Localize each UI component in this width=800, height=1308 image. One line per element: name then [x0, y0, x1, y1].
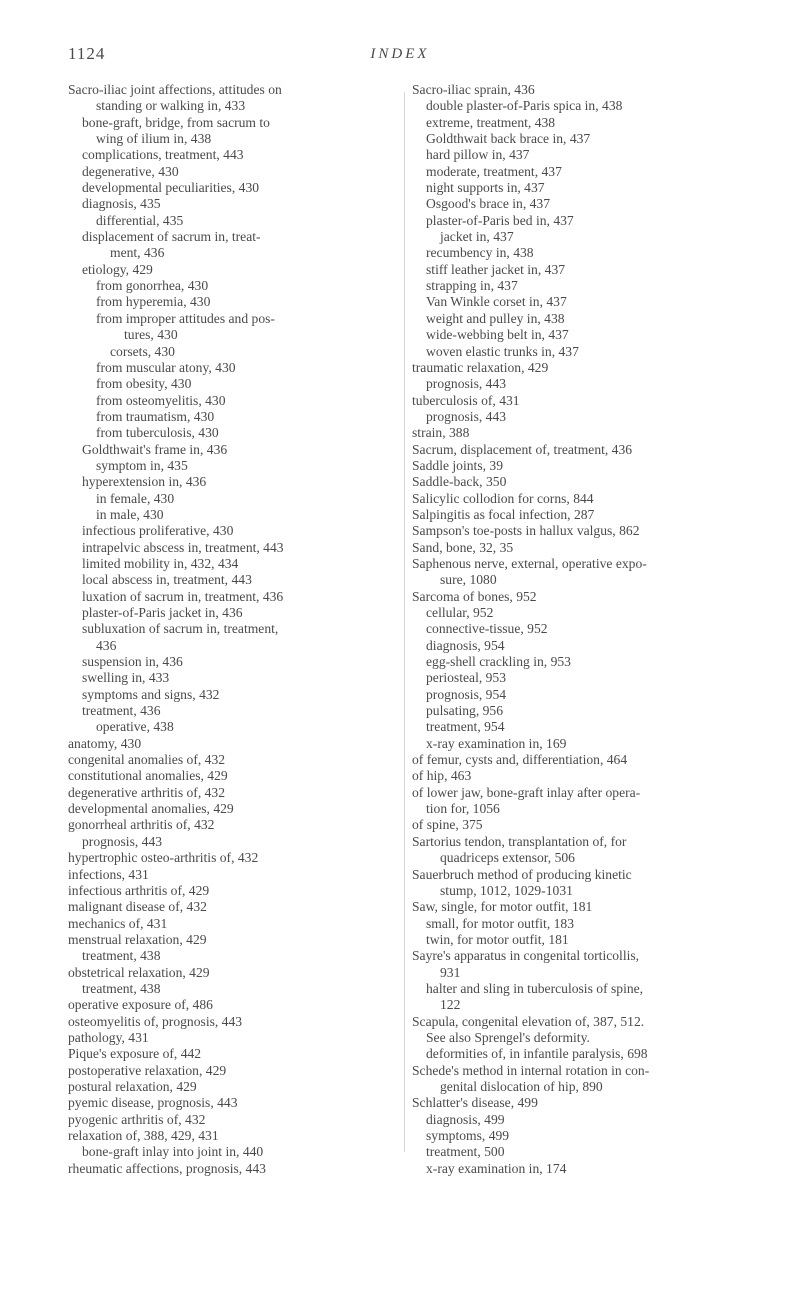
- index-entry: plaster-of-Paris bed in, 437: [426, 212, 574, 228]
- index-entry: prognosis, 443: [426, 376, 507, 392]
- index-entry: symptom in, 435: [96, 457, 188, 473]
- index-entry: deformities of, in infantile paralysis, 698: [426, 1046, 648, 1062]
- index-entry: Schede's method in internal rotation in con-: [412, 1062, 650, 1078]
- index-entry: from tuberculosis, 430: [96, 425, 219, 441]
- index-entry: from hyperemia, 430: [96, 294, 211, 310]
- index-entry: differential, 435: [96, 212, 184, 228]
- index-entry: diagnosis, 499: [426, 1111, 505, 1127]
- index-entry: postural relaxation, 429: [68, 1078, 197, 1094]
- index-entry: Pique's exposure of, 442: [68, 1046, 202, 1062]
- index-entry: operative exposure of, 486: [68, 997, 213, 1013]
- index-entry: woven elastic trunks in, 437: [426, 343, 579, 359]
- index-entry: of lower jaw, bone-graft inlay after opera-: [412, 784, 641, 800]
- index-entry: malignant disease of, 432: [68, 899, 207, 915]
- index-entry: Sauerbruch method of producing kinetic: [412, 866, 632, 882]
- index-entry: plaster-of-Paris jacket in, 436: [82, 605, 243, 620]
- index-entry: night supports in, 437: [426, 180, 545, 196]
- index-entry: from osteomyelitis, 430: [96, 392, 226, 408]
- index-entry: congenital anomalies of, 432: [68, 752, 226, 768]
- index-entry: Salicylic collodion for corns, 844: [412, 490, 594, 506]
- index-entry: osteomyelitis of, prognosis, 443: [68, 1013, 243, 1029]
- index-entry: luxation of sacrum in, treatment, 436: [82, 588, 284, 604]
- index-entry: pathology, 431: [68, 1029, 149, 1045]
- index-entry: wide-webbing belt in, 437: [426, 327, 569, 343]
- index-entry: Saw, single, for motor outfit, 181: [412, 899, 593, 915]
- index-entry: prognosis, 443: [82, 833, 163, 849]
- index-entry: operative, 438: [96, 719, 174, 735]
- index-entry: limited mobility in, 432, 434: [82, 555, 239, 571]
- index-entry: treatment, 436: [82, 703, 161, 719]
- index-entry: diagnosis, 954: [426, 637, 505, 653]
- index-column-right: [412, 82, 752, 1177]
- index-entry: constitutional anomalies, 429: [68, 768, 228, 784]
- index-entry: egg-shell crackling in, 953: [426, 654, 571, 670]
- index-entry: tures, 430: [124, 327, 178, 343]
- index-entry: jacket in, 437: [440, 229, 514, 245]
- index-entry: degenerative, 430: [82, 163, 179, 179]
- index-entry: moderate, treatment, 437: [426, 163, 562, 179]
- index-entry: Van Winkle corset in, 437: [426, 294, 567, 310]
- index-entry: 122: [440, 997, 461, 1013]
- index-entry: Sand, bone, 32, 35: [412, 539, 514, 555]
- index-entry: wing of ilium in, 438: [96, 131, 212, 147]
- index-entry: Sartorius tendon, transplantation of, for: [412, 833, 627, 849]
- index-entry: treatment, 954: [426, 719, 505, 735]
- index-entry: Sacro-iliac joint affections, attitudes on: [68, 82, 282, 97]
- index-entry: of spine, 375: [412, 817, 483, 833]
- index-entry: complications, treatment, 443: [82, 147, 244, 163]
- index-entry: suspension in, 436: [82, 654, 183, 670]
- index-entry: from muscular atony, 430: [96, 359, 236, 375]
- index-entry: mechanics of, 431: [68, 915, 168, 931]
- index-entry: Salpingitis as focal infection, 287: [412, 506, 595, 522]
- index-entry: etiology, 429: [82, 261, 153, 277]
- index-entry: traumatic relaxation, 429: [412, 359, 549, 375]
- page-number: 1124: [68, 44, 106, 63]
- index-entry: displacement of sacrum in, treat-: [82, 229, 261, 245]
- index-entry: infectious proliferative, 430: [82, 523, 234, 539]
- index-entry: from obesity, 430: [96, 376, 192, 392]
- index-entry: connective-tissue, 952: [426, 621, 548, 637]
- index-entry: stiff leather jacket in, 437: [426, 261, 566, 277]
- index-entry: Sayre's apparatus in congenital torticollis,: [412, 948, 640, 964]
- index-entry: weight and pulley in, 438: [426, 310, 565, 326]
- index-entry: See also Sprengel's deformity.: [426, 1029, 590, 1045]
- index-entry: Sacrum, displacement of, treatment, 436: [412, 441, 633, 457]
- index-entry: Sacro-iliac sprain, 436: [412, 82, 535, 97]
- index-entry: of hip, 463: [412, 768, 472, 784]
- index-entry: infectious arthritis of, 429: [68, 882, 210, 898]
- index-entry: postoperative relaxation, 429: [68, 1062, 227, 1078]
- index-entry: relaxation of, 388, 429, 431: [68, 1128, 219, 1143]
- index-entry: quadriceps extensor, 506: [440, 850, 575, 866]
- index-entry: hypertrophic osteo-arthritis of, 432: [68, 850, 259, 866]
- index-entry: swelling in, 433: [82, 670, 170, 686]
- index-entry: prognosis, 954: [426, 686, 507, 702]
- index-entry: x-ray examination in, 169: [426, 735, 567, 751]
- index-entry: menstrual relaxation, 429: [68, 931, 207, 947]
- index-entry: anatomy, 430: [68, 735, 142, 751]
- index-entry: genital dislocation of hip, 890: [440, 1078, 603, 1094]
- index-entry: Goldthwait back brace in, 437: [426, 131, 591, 147]
- index-entry: intrapelvic abscess in, treatment, 443: [82, 539, 284, 555]
- index-entry: double plaster-of-Paris spica in, 438: [426, 98, 623, 114]
- index-entry: developmental peculiarities, 430: [82, 180, 260, 196]
- index-entry: pyemic disease, prognosis, 443: [68, 1095, 238, 1111]
- index-entry: halter and sling in tuberculosis of spine,: [426, 980, 644, 996]
- index-entry: in male, 430: [96, 506, 164, 522]
- index-entry: strain, 388: [412, 425, 470, 441]
- index-entry: developmental anomalies, 429: [68, 801, 234, 817]
- index-entry: prognosis, 443: [426, 408, 507, 424]
- index-entry: Osgood's brace in, 437: [426, 196, 551, 212]
- index-entry: infections, 431: [68, 866, 149, 882]
- index-entry: symptoms, 499: [426, 1128, 510, 1143]
- index-entry: obstetrical relaxation, 429: [68, 964, 210, 980]
- index-entry: Sampson's toe-posts in hallux valgus, 862: [412, 523, 640, 539]
- index-entry: rheumatic affections, prognosis, 443: [68, 1160, 266, 1176]
- column-divider: [404, 92, 405, 1152]
- index-entry: x-ray examination in, 174: [426, 1160, 567, 1176]
- index-entry: symptoms and signs, 432: [82, 686, 220, 702]
- index-entry: from traumatism, 430: [96, 408, 215, 424]
- index-entry: hard pillow in, 437: [426, 147, 530, 163]
- index-entry: tion for, 1056: [426, 801, 500, 817]
- index-entry: Saddle-back, 350: [412, 474, 507, 490]
- index-entry: corsets, 430: [110, 343, 175, 359]
- index-entry: small, for motor outfit, 183: [426, 915, 575, 931]
- index-entry: Goldthwait's frame in, 436: [82, 441, 228, 457]
- index-entry: sure, 1080: [440, 572, 497, 588]
- index-entry: stump, 1012, 1029-1031: [440, 882, 573, 898]
- index-entry: tuberculosis of, 431: [412, 392, 520, 408]
- index-entry: extreme, treatment, 438: [426, 114, 556, 130]
- index-entry: treatment, 438: [82, 948, 161, 964]
- index-entry: in female, 430: [96, 490, 175, 506]
- index-entry: recumbency in, 438: [426, 245, 534, 261]
- index-entry: subluxation of sacrum in, treatment,: [82, 621, 279, 637]
- index-entry: Saphenous nerve, external, operative expo-: [412, 555, 647, 571]
- index-entry: Sarcoma of bones, 952: [412, 588, 537, 604]
- index-entry: of femur, cysts and, differentiation, 464: [412, 752, 628, 768]
- index-entry: bone-graft, bridge, from sacrum to: [82, 114, 270, 130]
- index-entry: pulsating, 956: [426, 703, 504, 719]
- index-entry: from gonorrhea, 430: [96, 278, 209, 294]
- index-entry: Scapula, congenital elevation of, 387, 512.: [412, 1013, 645, 1029]
- index-entry: cellular, 952: [426, 605, 494, 620]
- index-entry: twin, for motor outfit, 181: [426, 931, 569, 947]
- index-entry: hyperextension in, 436: [82, 474, 207, 490]
- running-head: INDEX: [370, 46, 430, 62]
- index-entry: 436: [96, 637, 117, 653]
- index-entry: diagnosis, 435: [82, 196, 161, 212]
- index-entry: gonorrheal arthritis of, 432: [68, 817, 215, 833]
- index-entry: standing or walking in, 433: [96, 98, 246, 114]
- index-entry: 931: [440, 964, 461, 980]
- index-entry: degenerative arthritis of, 432: [68, 784, 226, 800]
- index-entry: treatment, 438: [82, 980, 161, 996]
- index-column-left: [68, 82, 404, 1177]
- index-entry: pyogenic arthritis of, 432: [68, 1111, 206, 1127]
- index-entry: treatment, 500: [426, 1144, 505, 1160]
- index-entry: local abscess in, treatment, 443: [82, 572, 252, 588]
- index-entry: ment, 436: [110, 245, 165, 261]
- index-entry: strapping in, 437: [426, 278, 518, 294]
- index-entry: bone-graft inlay into joint in, 440: [82, 1144, 264, 1160]
- index-entry: Schlatter's disease, 499: [412, 1095, 538, 1111]
- index-entry: periosteal, 953: [426, 670, 507, 686]
- index-entry: Saddle joints, 39: [412, 457, 504, 473]
- index-entry: from improper attitudes and pos-: [96, 310, 275, 326]
